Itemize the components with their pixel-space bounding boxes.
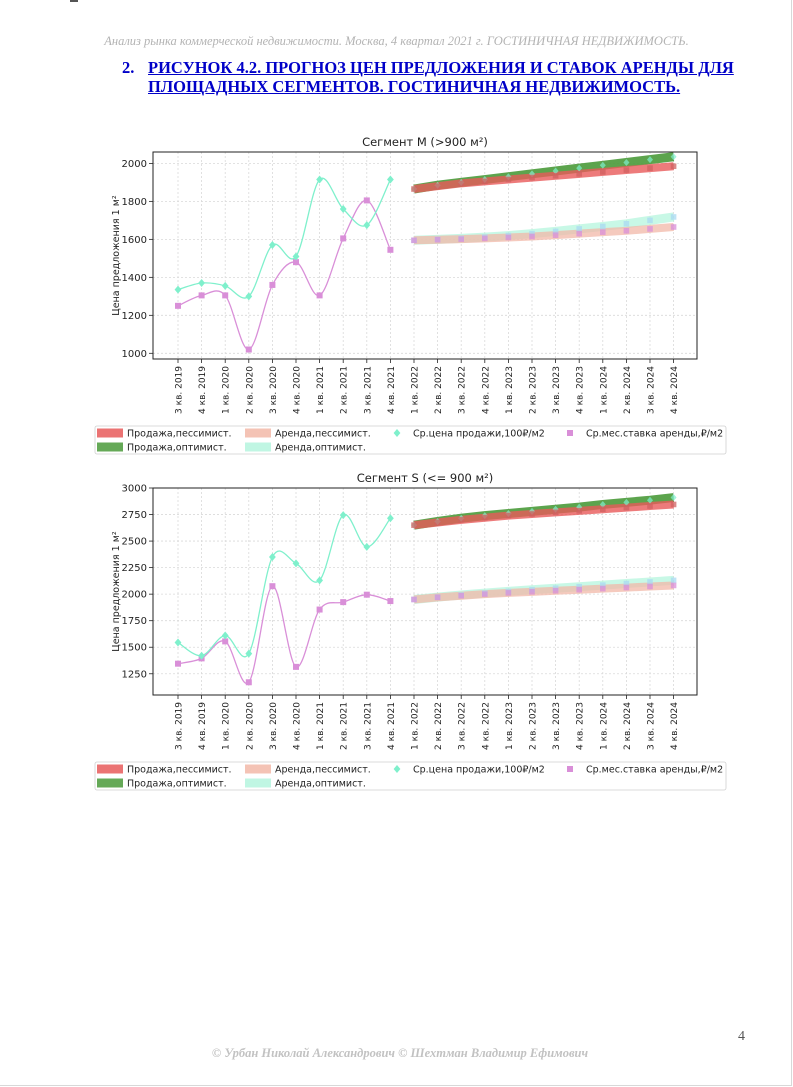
rent-rate-point xyxy=(222,292,228,298)
forecast-point xyxy=(529,511,535,517)
x-tick-label: 3 кв. 2024 xyxy=(646,366,657,414)
rent-rate-point xyxy=(340,599,346,605)
forecast-point xyxy=(671,583,677,589)
x-tick-label: 2 кв. 2021 xyxy=(339,702,350,750)
rent-rate-point xyxy=(293,664,299,670)
rent-rate-point xyxy=(199,292,205,298)
forecast-point xyxy=(411,186,417,192)
y-tick-label: 1800 xyxy=(121,196,147,208)
forecast-point xyxy=(671,214,677,220)
y-tick-label: 2000 xyxy=(121,589,147,601)
x-tick-label: 2 кв. 2023 xyxy=(528,366,539,414)
x-tick-label: 2 кв. 2023 xyxy=(528,702,539,750)
forecast-point xyxy=(647,218,653,224)
legend-marker-square xyxy=(567,766,573,772)
forecast-point xyxy=(671,163,677,169)
y-tick-label: 2250 xyxy=(121,563,147,575)
x-tick-label: 1 кв. 2023 xyxy=(504,366,515,414)
rent-rate-point xyxy=(317,607,323,613)
figure-title[interactable]: РИСУНОК 4.2. ПРОГНОЗ ЦЕН ПРЕДЛОЖЕНИЯ И СТАВОК АРЕНДЫ ДЛЯ ПЛОЩАДНЫХ СЕГМЕНТОВ. ГОСТИНИЧНАЯ НЕДВИЖИМОСТЬ. xyxy=(148,58,734,96)
legend-swatch xyxy=(245,779,271,788)
x-tick-label: 1 кв. 2021 xyxy=(316,702,327,750)
forecast-point xyxy=(647,165,653,171)
x-tick-label: 4 кв. 2021 xyxy=(386,702,397,750)
forecast-point xyxy=(411,522,417,528)
legend-swatch xyxy=(97,779,123,788)
forecast-point xyxy=(600,224,606,230)
legend-swatch xyxy=(245,443,271,452)
forecast-point xyxy=(506,177,512,183)
legend-label: Ср.цена продажи,100₽/м2 xyxy=(413,428,545,440)
rent-rate-point xyxy=(387,598,393,604)
y-axis-label: Цена предложения 1 м² xyxy=(111,531,122,652)
x-tick-label: 4 кв. 2019 xyxy=(198,366,209,414)
x-tick-label: 3 кв. 2021 xyxy=(363,366,374,414)
y-tick-label: 1500 xyxy=(121,642,147,654)
x-tick-label: 4 кв. 2022 xyxy=(481,702,492,750)
corner-mark xyxy=(70,0,78,2)
x-tick-label: 2 кв. 2020 xyxy=(245,366,256,414)
y-axis-label: Цена предложения 1 м² xyxy=(111,195,122,316)
forecast-point xyxy=(506,513,512,519)
page-number: 4 xyxy=(738,1029,745,1044)
forecast-point xyxy=(529,175,535,181)
legend-label: Продажа,оптимист. xyxy=(127,778,227,790)
x-tick-label: 1 кв. 2020 xyxy=(221,702,232,750)
x-tick-label: 2 кв. 2021 xyxy=(339,366,350,414)
forecast-point xyxy=(411,238,417,244)
rent-rate-point xyxy=(317,292,323,298)
x-tick-label: 4 кв. 2019 xyxy=(198,702,209,750)
x-tick-label: 1 кв. 2020 xyxy=(221,366,232,414)
rent-rate-point xyxy=(269,282,275,288)
forecast-point xyxy=(671,502,677,508)
x-tick-label: 1 кв. 2022 xyxy=(410,702,421,750)
y-tick-label: 2750 xyxy=(121,510,147,522)
rent-rate-point xyxy=(246,679,252,685)
forecast-point xyxy=(435,237,441,243)
x-tick-label: 3 кв. 2019 xyxy=(174,702,185,750)
legend-swatch xyxy=(97,443,123,452)
legend-label: Ср.мес.ставка аренды,₽/м2 xyxy=(586,764,724,776)
forecast-point xyxy=(506,590,512,596)
y-tick-label: 1750 xyxy=(121,616,147,628)
legend-label: Продажа,пессимист. xyxy=(127,764,232,776)
chart-legend xyxy=(95,426,726,454)
forecast-point xyxy=(576,587,582,593)
rent-rate-point xyxy=(364,592,370,598)
x-tick-label: 4 кв. 2024 xyxy=(670,366,681,414)
chart-title: Сегмент S (<= 900 м²) xyxy=(356,471,494,485)
x-tick-label: 1 кв. 2024 xyxy=(599,702,610,750)
forecast-point xyxy=(624,505,630,511)
forecast-point xyxy=(576,508,582,514)
forecast-point xyxy=(435,183,441,189)
forecast-point xyxy=(458,181,464,187)
forecast-point xyxy=(624,167,630,173)
forecast-point xyxy=(553,173,559,179)
x-tick-label: 4 кв. 2021 xyxy=(386,366,397,414)
x-tick-label: 3 кв. 2023 xyxy=(552,702,563,750)
rent-rate-point xyxy=(387,247,393,253)
legend-label: Продажа,пессимист. xyxy=(127,428,232,440)
running-header: Анализ рынка коммерческой недвижимости. Москва, 4 квартал 2021 г. ГОСТИНИЧНАЯ НЕДВИЖИМОСТЬ. xyxy=(104,34,689,48)
x-tick-label: 3 кв. 2020 xyxy=(268,366,279,414)
x-tick-label: 1 кв. 2024 xyxy=(599,366,610,414)
y-tick-label: 1000 xyxy=(121,348,147,360)
legend-swatch xyxy=(97,765,123,774)
legend-label: Ср.мес.ставка аренды,₽/м2 xyxy=(586,428,724,440)
forecast-point xyxy=(435,520,441,526)
y-tick-label: 1600 xyxy=(121,234,147,246)
x-tick-label: 3 кв. 2019 xyxy=(174,366,185,414)
x-tick-label: 2 кв. 2024 xyxy=(622,702,633,750)
forecast-point xyxy=(458,593,464,599)
y-tick-label: 1200 xyxy=(121,310,147,322)
forecast-point xyxy=(624,585,630,591)
forecast-point xyxy=(529,234,535,240)
y-tick-label: 2500 xyxy=(121,536,147,548)
forecast-point xyxy=(458,236,464,242)
chart-title: Сегмент M (>900 м²) xyxy=(362,135,488,149)
x-tick-label: 4 кв. 2023 xyxy=(575,366,586,414)
y-tick-label: 1250 xyxy=(121,669,147,681)
legend-swatch xyxy=(245,429,271,438)
legend-label: Аренда,пессимист. xyxy=(275,428,371,440)
forecast-point xyxy=(435,595,441,601)
forecast-point xyxy=(553,588,559,594)
x-tick-label: 3 кв. 2021 xyxy=(363,702,374,750)
x-tick-label: 3 кв. 2020 xyxy=(268,702,279,750)
x-tick-label: 4 кв. 2020 xyxy=(292,702,303,750)
y-tick-label: 3000 xyxy=(121,483,147,495)
x-tick-label: 1 кв. 2023 xyxy=(504,702,515,750)
chart-legend xyxy=(95,762,726,790)
figure-number: 2. xyxy=(122,58,135,77)
rent-rate-point xyxy=(269,583,275,589)
forecast-point xyxy=(600,586,606,592)
forecast-point xyxy=(647,584,653,590)
legend-label: Аренда,оптимист. xyxy=(275,778,366,790)
x-tick-label: 4 кв. 2024 xyxy=(670,702,681,750)
legend-label: Аренда,пессимист. xyxy=(275,764,371,776)
x-tick-label: 4 кв. 2022 xyxy=(481,366,492,414)
forecast-point xyxy=(553,232,559,238)
x-tick-label: 4 кв. 2020 xyxy=(292,366,303,414)
x-tick-label: 1 кв. 2022 xyxy=(410,366,421,414)
forecast-point xyxy=(576,171,582,177)
x-tick-label: 1 кв. 2021 xyxy=(316,366,327,414)
chart-segment-s xyxy=(0,464,793,794)
legend-marker-square xyxy=(567,430,573,436)
forecast-point xyxy=(506,235,512,241)
rent-rate-point xyxy=(246,347,252,353)
forecast-point xyxy=(482,515,488,521)
legend-swatch xyxy=(97,429,123,438)
legend-label: Продажа,оптимист. xyxy=(127,442,227,454)
x-tick-label: 2 кв. 2024 xyxy=(622,366,633,414)
forecast-point xyxy=(600,506,606,512)
legend-label: Ср.цена продажи,100₽/м2 xyxy=(413,764,545,776)
legend-swatch xyxy=(245,765,271,774)
x-tick-label: 3 кв. 2023 xyxy=(552,366,563,414)
rent-rate-point xyxy=(364,197,370,203)
x-tick-label: 3 кв. 2022 xyxy=(457,702,468,750)
rent-rate-point xyxy=(340,235,346,241)
rent-rate-point xyxy=(175,303,181,309)
forecast-point xyxy=(600,229,606,235)
forecast-point xyxy=(600,169,606,175)
forecast-point xyxy=(482,179,488,185)
forecast-point xyxy=(529,589,535,595)
rent-rate-point xyxy=(175,661,181,667)
forecast-point xyxy=(671,224,677,230)
forecast-point xyxy=(671,578,677,584)
y-tick-label: 1400 xyxy=(121,272,147,284)
forecast-point xyxy=(458,517,464,523)
x-tick-label: 4 кв. 2023 xyxy=(575,702,586,750)
x-tick-label: 2 кв. 2022 xyxy=(434,366,445,414)
forecast-point xyxy=(576,231,582,237)
x-tick-label: 3 кв. 2022 xyxy=(457,366,468,414)
x-tick-label: 2 кв. 2020 xyxy=(245,702,256,750)
forecast-point xyxy=(553,510,559,516)
x-tick-label: 3 кв. 2024 xyxy=(646,702,657,750)
forecast-point xyxy=(647,226,653,232)
y-tick-label: 2000 xyxy=(121,158,147,170)
legend-label: Аренда,оптимист. xyxy=(275,442,366,454)
chart-segment-m xyxy=(0,128,793,458)
x-tick-label: 2 кв. 2022 xyxy=(434,702,445,750)
forecast-point xyxy=(624,221,630,227)
forecast-point xyxy=(624,228,630,234)
forecast-point xyxy=(482,591,488,597)
forecast-point xyxy=(411,597,417,603)
footer-copyright: © Урбан Николай Александрович © Шехтман Владимир Ефимович xyxy=(211,1046,589,1060)
forecast-point xyxy=(482,236,488,242)
forecast-point xyxy=(647,503,653,509)
